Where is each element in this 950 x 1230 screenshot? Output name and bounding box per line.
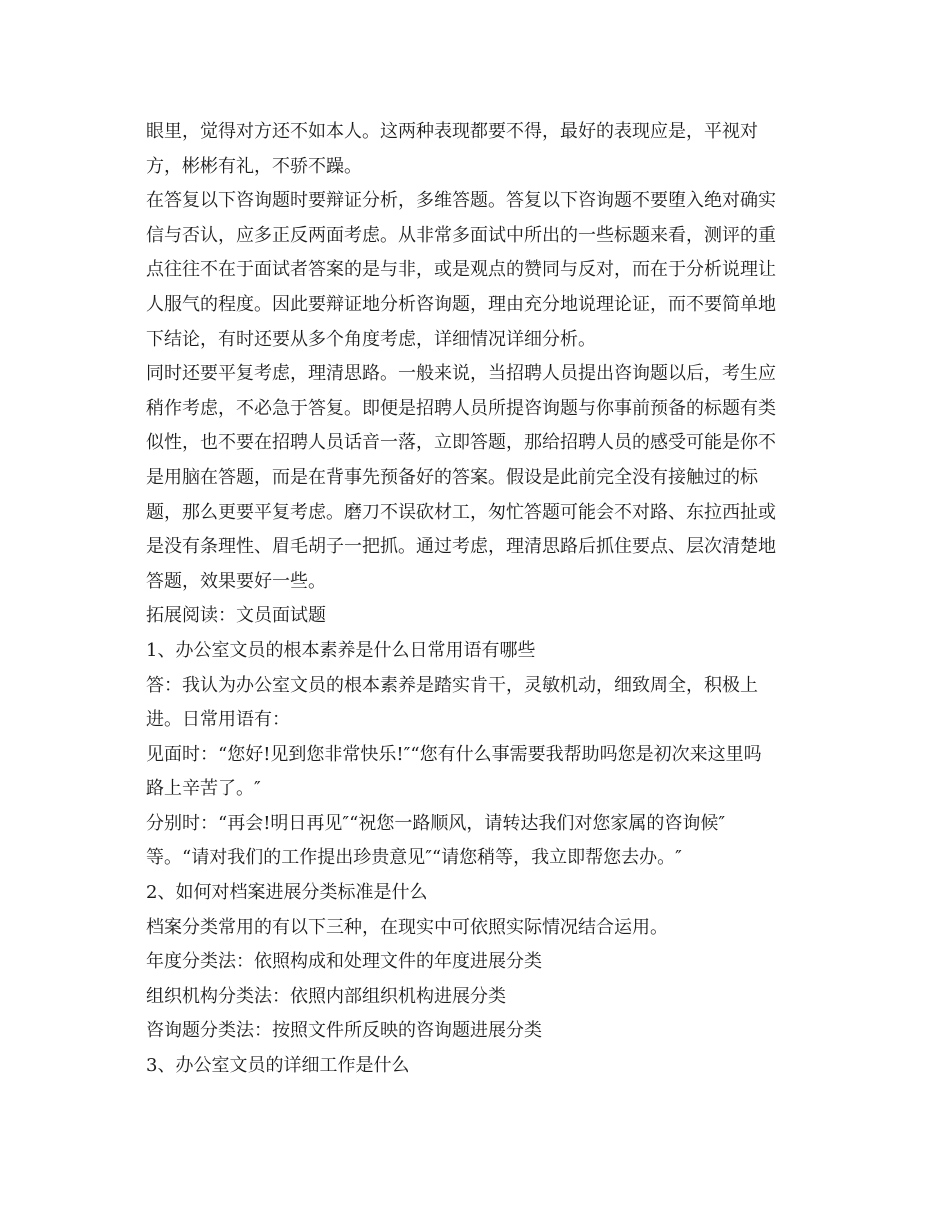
text-line: 信与否认，应多正反两面考虑。从非常多面试中所出的一些标题来看，测评的重: [146, 224, 776, 246]
text-line: 年度分类法：依照构成和处理文件的年度进展分类: [146, 951, 542, 973]
text-line: 咨询题分类法：按照文件所反映的咨询题进展分类: [146, 1020, 542, 1042]
text-line: 是用脑在答题，而是在背事先预备好的答案。假设是此前完全没有接触过的标: [146, 466, 758, 488]
text-line: 下结论，有时还要从多个角度考虑，详细情况详细分析。: [146, 328, 596, 350]
text-line: 方，彬彬有礼，不骄不躁。: [146, 155, 362, 177]
text-line: 点往往不在于面试者答案的是与非，或是观点的赞同与反对，而在于分析说理让: [146, 259, 776, 281]
question-heading: 3、办公室文员的详细工作是什么: [146, 1055, 410, 1077]
document-body: [146, 115, 811, 1084]
text-line: 似性，也不要在招聘人员话音一落，立即答题，那给招聘人员的感受可能是你不: [146, 432, 776, 454]
text-line: 档案分类常用的有以下三种，在现实中可依照实际情况结合运用。: [146, 916, 668, 938]
text-line: 路上辛苦了。″: [146, 778, 261, 800]
text-line: 进。日常用语有：: [146, 709, 290, 731]
text-line: 在答复以下咨询题时要辩证分析，多维答题。答复以下咨询题不要堕入绝对确实: [146, 190, 776, 212]
text-line: 题，那么更要平复考虑。磨刀不误砍材工，匆忙答题可能会不对路、东拉西扯或: [146, 501, 776, 523]
section-heading: 拓展阅读：文员面试题: [146, 605, 326, 627]
text-line: 眼里，觉得对方还不如本人。这两种表现都要不得，最好的表现应是，平视对: [146, 121, 758, 142]
question-heading: 2、如何对档案进展分类标准是什么: [146, 882, 428, 904]
question-heading: 1、办公室文员的根本素养是什么日常用语有哪些: [146, 639, 536, 661]
text-line: 稍作考虑，不必急于答复。即便是招聘人员所提咨询题与你事前预备的标题有类: [146, 397, 776, 419]
text-line: 答题，效果要好一些。: [146, 570, 326, 592]
text-line: 见面时：“您好!见到您非常快乐!″“您有什么事需要我帮助吗您是初次来这里吗: [146, 743, 762, 765]
text-line: 答：我认为办公室文员的根本素养是踏实肯干，灵敏机动，细致周全，积极上: [146, 674, 758, 696]
text-line: 组织机构分类法：依照内部组织机构进展分类: [146, 985, 506, 1007]
text-line: 分别时：“再会!明日再见″“祝您一路顺风，请转达我们对您家属的咨询候″: [146, 812, 726, 834]
text-line: 等。“请对我们的工作提出珍贵意见″“请您稍等，我立即帮您去办。″: [146, 847, 682, 869]
text-line: 是没有条理性、眉毛胡子一把抓。通过考虑，理清思路后抓住要点、层次清楚地: [146, 536, 776, 558]
text-line: 同时还要平复考虑，理清思路。一般来说，当招聘人员提出咨询题以后，考生应: [146, 363, 776, 385]
text-line: 人服气的程度。因此要辩证地分析咨询题，理由充分地说理论证，而不要简单地: [146, 293, 776, 315]
